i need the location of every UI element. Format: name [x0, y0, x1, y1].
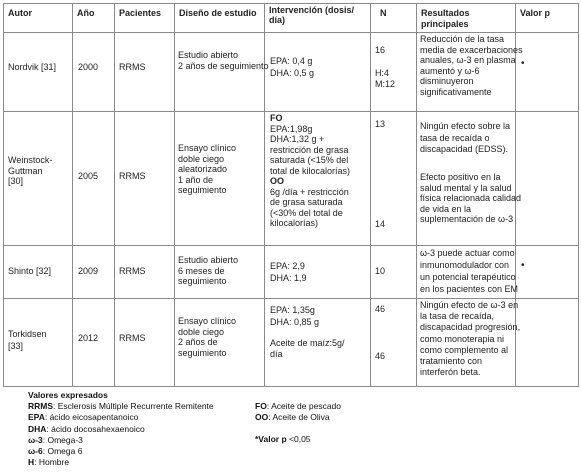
resultados-line: disminuyeron [420, 76, 474, 86]
intervencion-line: EPA: 2,9 [270, 261, 305, 271]
header-valor-p: Valor p [516, 4, 579, 33]
n-value: 46 [375, 351, 386, 361]
intervencion-line: DHA:1,32 g + [270, 134, 325, 144]
results-table [3, 3, 579, 387]
cell-n [371, 33, 417, 112]
resultados-line: como complemento al [420, 344, 509, 355]
cell-diseno [175, 33, 269, 112]
header-resultados: Resultados principales [417, 4, 516, 33]
diseno-line: Ensayo clínico [178, 143, 237, 153]
intervencion-line: saturada (<15% del [270, 155, 349, 165]
legend-right [255, 401, 341, 446]
olive-oil-label: OO [270, 176, 285, 186]
cell-valor-p [516, 33, 579, 112]
cell-n [371, 299, 417, 387]
intervencion-line: EPA: 0,4 g [270, 56, 313, 66]
diseno-line: 2 años de seguimiento [178, 60, 269, 71]
autor-line: Weinstock- [8, 155, 53, 165]
resultados-line: discapacidad (EDSS). [420, 144, 509, 154]
legend-entry: FO: Aceite de pescado [255, 401, 342, 411]
significance-bullet: • [521, 58, 525, 69]
fish-oil-label: FO [270, 113, 283, 123]
table-row [4, 299, 579, 387]
table-row [4, 246, 579, 299]
intervencion-line: DHA: 0,85 g [270, 317, 320, 327]
resultados-line: en los pacientes con EM [420, 284, 519, 294]
cell-autor [4, 33, 73, 112]
cell-valor-p [516, 299, 579, 387]
cell-resultados [417, 112, 522, 246]
autor-line: Guttman [8, 165, 43, 176]
cell-resultados [417, 246, 519, 299]
header-intervencion: Intervención (dosis/ día) [265, 4, 371, 33]
significance-bullet: • [521, 260, 525, 271]
legend-pvalue: *Valor p <0,05 [255, 434, 311, 445]
cell-valor-p [516, 246, 579, 299]
resultados-line: salud mental y la salud [420, 182, 512, 193]
intervencion-line: total de kilocalorías) [270, 165, 351, 176]
n-value: H:4 [375, 68, 390, 78]
header-pacientes: Pacientes [115, 4, 175, 33]
resultados-line: media de exacerbaciones [420, 44, 523, 55]
header-n: N [371, 4, 417, 33]
diseno-line: doble ciego [178, 153, 225, 164]
cell-anio [73, 299, 115, 387]
resultados-line: física relacionada calidad [420, 193, 522, 203]
header-row [4, 4, 579, 33]
legend-entry: EPA: ácido eicosapentanoico [28, 412, 139, 423]
cell-anio [73, 246, 115, 299]
resultados-line: de vida en la [420, 203, 472, 214]
diseno-line: 1 año de [178, 174, 214, 185]
cell-intervencion [265, 33, 371, 112]
autor-line: Nordvik [31] [8, 62, 57, 72]
n-value: 10 [375, 266, 386, 276]
header-autor: Autor [4, 4, 73, 33]
diseno-line: doble ciego [178, 326, 225, 337]
resultados-line: tasa de recaída o [420, 132, 490, 143]
legend-entry: OO: Aceite de Oliva [255, 412, 330, 423]
n-value: 14 [375, 219, 386, 229]
table-row [4, 33, 579, 112]
pacientes-text: RRMS [119, 266, 146, 276]
pacientes-text: RRMS [119, 62, 146, 72]
resultados-line: tratamiento con [420, 356, 483, 367]
intervencion-line: kilocalorías) [270, 218, 319, 228]
intervencion-line: de grasa saturada [270, 197, 343, 207]
anio-text: 2000 [78, 62, 99, 72]
resultados-line: aumentó y ω-6 [420, 65, 480, 76]
autor-line: [33] [8, 341, 24, 351]
intervencion-line: 6g /día + restricción [270, 186, 349, 197]
diseno-line: seguimiento [178, 185, 227, 195]
cell-intervencion [265, 112, 371, 246]
cell-resultados [417, 33, 523, 112]
diseno-line: seguimiento [178, 276, 227, 286]
diseno-line: Ensayo clínico [178, 316, 237, 326]
anio-text: 2005 [78, 171, 99, 181]
resultados-line: suplementación de ω-3 [420, 214, 514, 224]
intervencion-line: EPA:1,98g [270, 123, 313, 134]
resultados-line: un potencial terapéutico [420, 272, 516, 282]
cell-autor [4, 246, 73, 299]
anio-text: 2009 [78, 266, 99, 276]
legend-left [28, 390, 214, 468]
legend-entry: H: Hombre [28, 457, 70, 468]
intervencion-line: restricción de grasa [270, 144, 349, 155]
cell-n [371, 112, 417, 246]
n-value: 46 [375, 304, 386, 314]
anio-text: 2012 [78, 333, 99, 343]
cell-diseno [175, 246, 265, 299]
legend-title: Valores expresados [28, 390, 108, 400]
resultados-line: significativamente [420, 86, 492, 97]
resultados-line: inmunomodulador con [420, 260, 510, 270]
cell-anio [73, 112, 115, 246]
cell-anio [73, 33, 115, 112]
resultados-line: interferón beta. [420, 367, 481, 378]
header-diseno: Diseño de estudio [175, 4, 265, 33]
autor-line: [30] [8, 176, 24, 186]
diseno-line: 6 meses de [178, 265, 225, 276]
diseno-line: seguimiento [178, 347, 227, 358]
cell-pacientes [115, 246, 175, 299]
cell-intervencion [265, 246, 371, 299]
resultados-line: ω-3 puede actuar como [420, 248, 515, 258]
intervencion-line: día [270, 349, 283, 359]
legend-entry: ω-3: Omega-3 [28, 434, 83, 445]
intervencion-line: Aceite de maíz:5g/ [270, 338, 345, 348]
cell-diseno [175, 299, 265, 387]
diseno-line: Estudio abierto [178, 255, 239, 265]
legend-entry: DHA: ácido docosahexaenoico [28, 423, 145, 434]
resultados-line: la tasa de recaída, [420, 311, 495, 322]
pacientes-text: RRMS [119, 333, 146, 343]
diseno-line: 2 años de [178, 337, 218, 347]
n-value: 13 [375, 119, 386, 129]
n-value: 16 [375, 45, 386, 55]
resultados-line: discapacidad progresión, [420, 322, 521, 333]
resultados-line: Efecto positivo en la [420, 172, 501, 182]
pacientes-text: RRMS [119, 171, 146, 181]
intervencion-line: EPA: 1,35g [270, 305, 315, 315]
cell-pacientes [115, 33, 175, 112]
cell-intervencion [265, 299, 371, 387]
diseno-line: Estudio abierto [178, 50, 239, 60]
legend-entry: ω-6: Omega 6 [28, 446, 83, 457]
autor-line: Torkidsen [8, 329, 47, 339]
table-row [4, 112, 579, 246]
resultados-line: Ningún efecto de ω-3 en [420, 300, 519, 310]
cell-diseno [175, 112, 265, 246]
n-value: M:12 [375, 79, 396, 89]
resultados-line: como monoterapia ni [420, 333, 505, 344]
autor-line: Shinto [32] [8, 266, 52, 276]
cell-autor [4, 112, 73, 246]
diseno-line: aleatorizado [178, 164, 228, 174]
resultados-line: Ningún efecto sobre la [420, 121, 511, 131]
cell-n [371, 246, 417, 299]
resultados-line: Reducción de la tasa [420, 34, 505, 44]
header-anio: Año [73, 4, 115, 33]
legend-entry: RRMS: Esclerosis Múltiple Recurrente Remitente [28, 401, 214, 412]
intervencion-line: (<30% del total de [270, 207, 343, 218]
cell-valor-p [516, 112, 579, 246]
intervencion-line: DHA: 1,9 [270, 273, 307, 283]
cell-resultados [417, 299, 521, 387]
resultados-line: anuales, ω-3 en plasma [420, 55, 516, 65]
cell-pacientes [115, 299, 175, 387]
cell-autor [4, 299, 73, 387]
intervencion-line: DHA: 0,5 g [270, 68, 315, 78]
cell-pacientes [115, 112, 175, 246]
